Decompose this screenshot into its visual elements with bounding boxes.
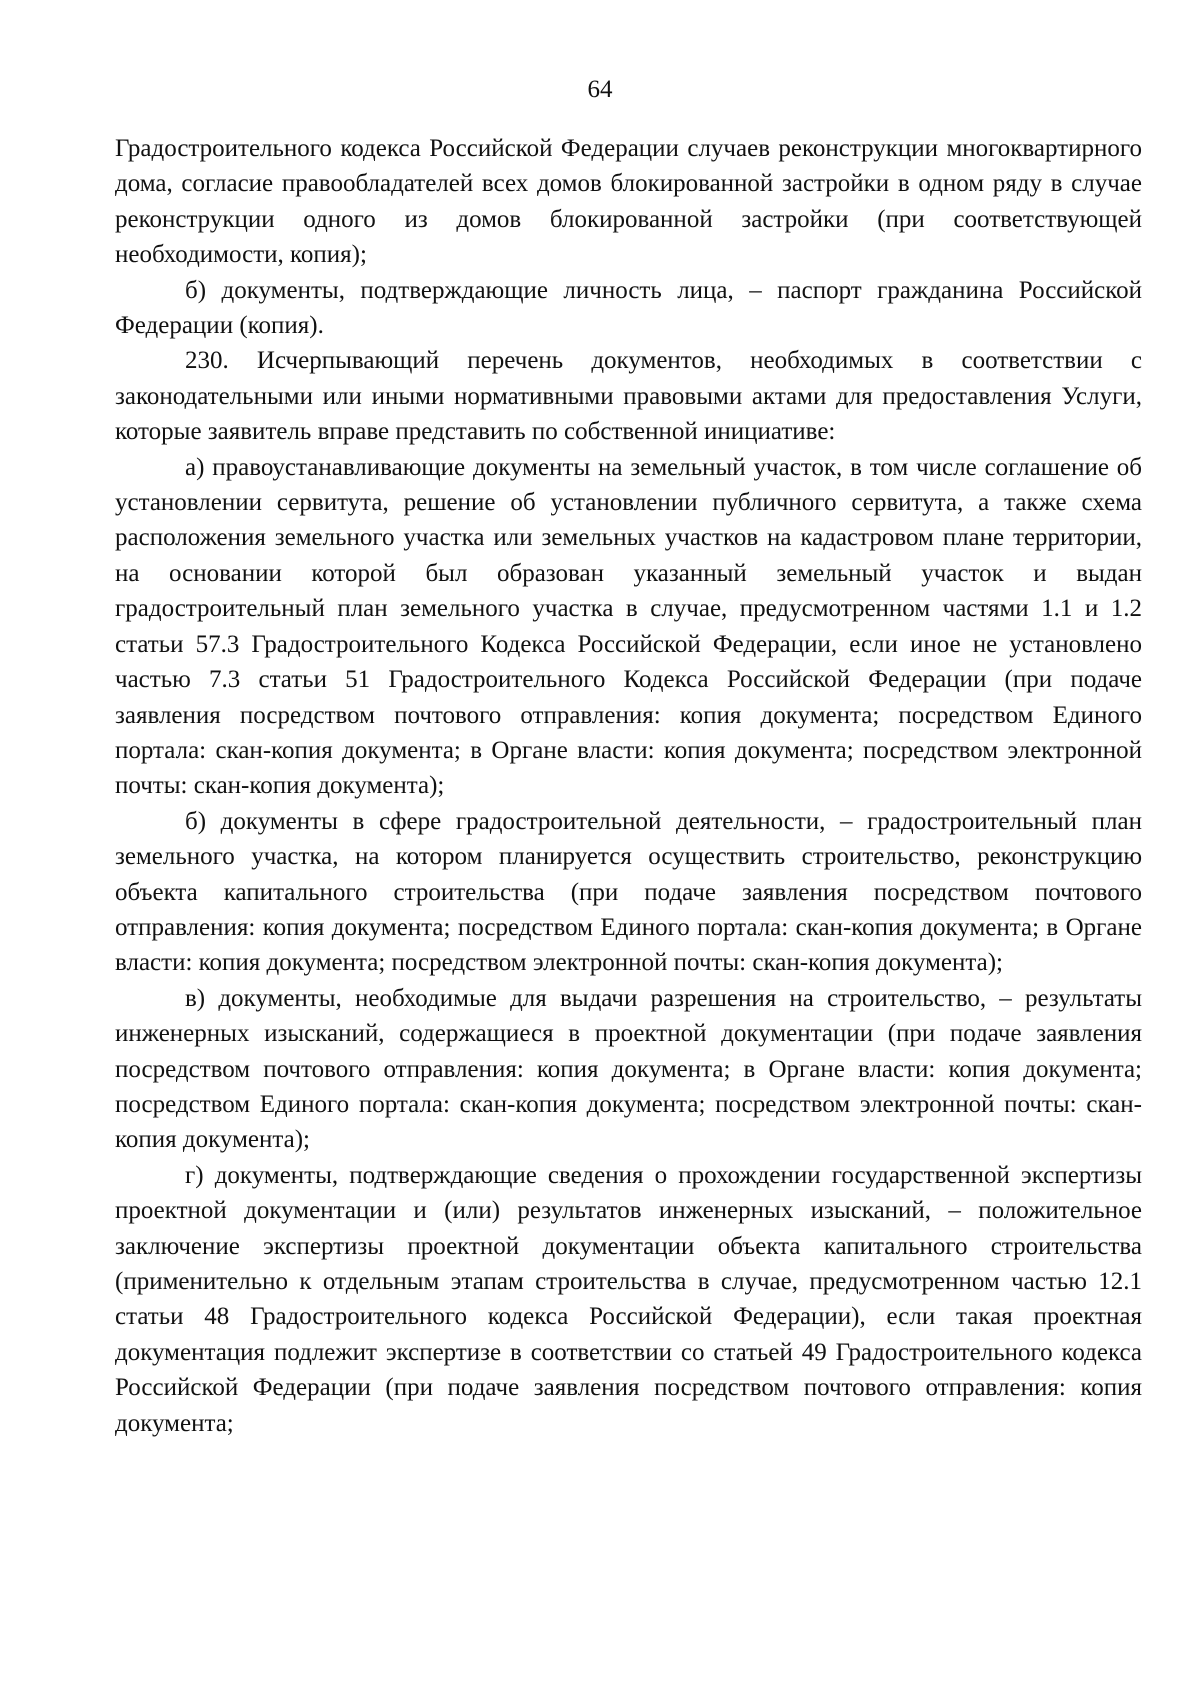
paragraph-item-b-urban-planning: б) документы в сфере градостроительной деятельности, – градостроительный план земельного участка, на котором планируется осуществить строительство, реконструкцию объекта капитального строительства (при подаче заявления посредством почтового отправления: копия документа; посредством Единого портала: скан-копия документа; в Органе власти: копия документа; посредством электронной почты: скан-копия документа); [115,807,1142,977]
document-body [115,131,1142,1441]
paragraph-continuation: Градостроительного кодекса Российской Федерации случаев реконструкции многоквартирного дома, согласие правообладателей всех домов блокированной застройки в одном ряду в случае реконструкции одного из домов блокированной застройки (при соответствующей необходимости, копия); [115,135,1142,269]
paragraph-230: 230. Исчерпывающий перечень документов, необходимых в соответствии с законодательными или иными нормативными правовыми актами для предоставления Услуги, которые заявитель вправе представить по собственной инициативе: [115,347,1142,446]
page-number: 64 [587,76,613,103]
paragraph-item-v-permit-documents: в) документы, необходимые для выдачи разрешения на строительство, – результаты инженерных изысканий, содержащиеся в проектной документации (при подаче заявления посредством почтового отправления: копия документа; в Органе власти: копия документа; посредством Единого портала: скан-копия документа; посредством электронной почты: скан-копия документа); [115,984,1142,1154]
paragraph-item-b-identity: б) документы, подтверждающие личность лица, – паспорт гражданина Российской Федерации (копия). [115,276,1142,340]
paragraph-item-g-expertise: г) документы, подтверждающие сведения о прохождении государственной экспертизы проектной документации и (или) результатов инженерных изысканий, – положительное заключение экспертизы проектной документации объекта капитального строительства (применительно к отдельным этапам строительства в случае, предусмотренном частью 12.1 статьи 48 Градостроительного кодекса Российской Федерации), если такая проектная документация подлежит экспертизе в соответствии со статьей 49 Градостроительного кодекса Российской Федерации (при подаче заявления посредством почтового отправления: копия документа; [115,1161,1142,1437]
paragraph-item-a-land-documents: а) правоустанавливающие документы на земельный участок, в том числе соглашение об установлении сервитута, решение об установлении публичного сервитута, а также схема расположения земельного участка или земельных участков на кадастровом плане территории, на основании которой был образован указанный земельный участок и выдан градостроительный план земельного участка в случае, предусмотренном частями 1.1 и 1.2 статьи 57.3 Градостроительного Кодекса Российской Федерации, если иное не установлено частью 7.3 статьи 51 Градостроительного Кодекса Российской Федерации (при подаче заявления посредством почтового отправления: копия документа; посредством Единого портала: скан-копия документа; в Органе власти: копия документа; посредством электронной почты: скан-копия документа); [115,453,1142,800]
